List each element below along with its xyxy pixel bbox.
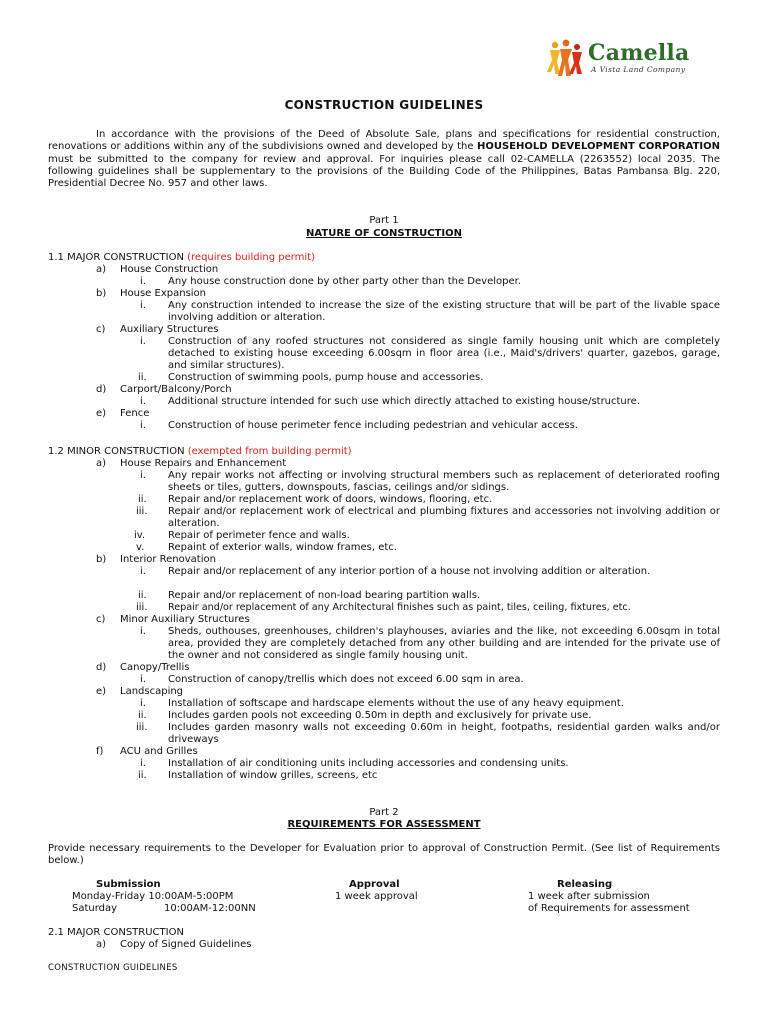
approval-heading: Approval	[349, 879, 400, 890]
brand-tagline: A Vista Land Company	[591, 65, 686, 74]
approval-duration: 1 week approval	[335, 891, 418, 902]
item-1-2-a-iv: Repair of perimeter fence and walls.	[168, 530, 350, 541]
page-footer: CONSTRUCTION GUIDELINES	[48, 963, 178, 973]
item-1-2-a-ii: Repair and/or replacement work of doors, windows, flooring, etc.	[168, 494, 493, 505]
marker: d)	[96, 662, 107, 673]
marker: i.	[140, 276, 146, 287]
marker: a)	[96, 264, 107, 275]
marker: i.	[140, 396, 146, 407]
intro-text-after: must be submitted to the company for review and approval. For inquiries please call 02-CAMELLA (2263552) local 2035. The following guidelines shall be supplementary to the provisions of the Building Code of the Philippines, Batas Pambansa Blg. 220, Presidential Decree No. 957 and other laws.	[48, 153, 720, 190]
people-logo-icon	[546, 38, 586, 78]
marker: b)	[96, 554, 107, 565]
marker: c)	[96, 324, 106, 335]
section-1-2-note: (exempted from building permit)	[187, 446, 352, 457]
part1-label: Part 1	[369, 215, 399, 226]
intro-text-before: In accordance with the provisions of the Deed of Absolute Sale, plans and specifications for residential construction, renovations or additions within any of the subdivisions owned and developed by the	[48, 129, 720, 153]
marker: i.	[140, 758, 146, 769]
marker: i.	[140, 566, 146, 577]
marker: iii.	[136, 602, 148, 613]
intro-paragraph	[48, 129, 720, 190]
item-1-1-d-i: Additional structure intended for such use which directly attached to existing house/structure.	[168, 396, 640, 407]
item-1-2-e-i: Installation of softscape and hardscape elements without the use of any heavy equipment.	[168, 698, 624, 709]
marker: b)	[96, 288, 107, 299]
submission-heading: Submission	[96, 879, 161, 890]
marker: iii.	[136, 722, 148, 733]
releasing-line-2: of Requirements for assessment	[528, 903, 690, 914]
marker: i.	[140, 336, 146, 347]
item-1-2-a: House Repairs and Enhancement	[120, 458, 287, 469]
marker: i.	[140, 698, 146, 709]
company-name: HOUSEHOLD DEVELOPMENT CORPORATION	[476, 141, 720, 153]
item-1-2-b: Interior Renovation	[120, 554, 216, 565]
releasing-line-1: 1 week after submission	[528, 891, 650, 902]
marker: ii.	[138, 494, 147, 505]
marker: ii.	[138, 372, 147, 383]
marker: a)	[96, 458, 107, 469]
item-1-2-d: Canopy/Trellis	[120, 662, 190, 673]
item-1-2-b-iii: Repair and/or replacement of any Architectural finishes such as paint, tiles, ceiling, fixtures, etc.	[168, 602, 631, 613]
marker: i.	[140, 420, 146, 431]
item-1-2-f: ACU and Grilles	[120, 746, 198, 757]
item-1-1-e: Fence	[120, 408, 150, 419]
releasing-heading: Releasing	[557, 879, 613, 890]
marker: iii.	[136, 506, 148, 517]
marker: c)	[96, 614, 106, 625]
item-1-2-c: Minor Auxiliary Structures	[120, 614, 250, 625]
section-1-1-title	[48, 252, 315, 264]
section-1-1-note: (requires building permit)	[187, 252, 315, 263]
camella-logo	[546, 38, 716, 78]
marker: e)	[96, 408, 107, 419]
part2-label: Part 2	[369, 807, 399, 818]
item-1-1-b: House Expansion	[120, 288, 207, 299]
marker: a)	[96, 939, 107, 950]
marker: e)	[96, 686, 107, 697]
item-1-1-a: House Construction	[120, 264, 219, 275]
marker: i.	[140, 626, 146, 637]
submission-saturday-hours: 10:00AM-12:00NN	[164, 903, 256, 914]
item-1-2-a-v: Repaint of exterior walls, window frames, etc.	[168, 542, 397, 553]
marker: i.	[140, 470, 146, 481]
marker: v.	[136, 542, 145, 553]
item-1-1-d: Carport/Balcony/Porch	[120, 384, 232, 395]
item-1-1-c: Auxiliary Structures	[120, 324, 219, 335]
marker: i.	[140, 674, 146, 685]
marker: ii.	[138, 770, 147, 781]
item-1-2-c-i: Sheds, outhouses, greenhouses, children's playhouses, aviaries and the like, not exceeding 6.00sqm in total area, provided they are completely detached from any other building and are intended for the private use of the owner and not considered as single family housing unit.	[168, 626, 720, 661]
submission-weekday-hours: Monday-Friday 10:00AM-5:00PM	[72, 891, 234, 902]
item-1-1-a-i: Any house construction done by other party other than the Developer.	[168, 276, 521, 287]
item-1-2-e-ii: Includes garden pools not exceeding 0.50m in depth and exclusively for private use.	[168, 710, 592, 721]
part1-heading: NATURE OF CONSTRUCTION	[306, 228, 462, 239]
section-2-1-title: 2.1 MAJOR CONSTRUCTION	[48, 927, 184, 938]
part2-heading: REQUIREMENTS FOR ASSESSMENT	[287, 819, 481, 830]
page-title: CONSTRUCTION GUIDELINES	[284, 98, 484, 112]
item-1-1-c-i: Construction of any roofed structures not considered as single family housing unit which are completely detached to existing house exceeding 6.00sqm in floor area (i.e., Maid's/drivers' quarter, gazebos, garage, and similar structures).	[168, 336, 720, 371]
marker: d)	[96, 384, 107, 395]
section-1-2-label: 1.2 MINOR CONSTRUCTION	[48, 446, 188, 457]
part2-intro: Provide necessary requirements to the Developer for Evaluation prior to approval of Construction Permit. (See list of Requirements below.)	[48, 843, 720, 866]
item-2-1-a: Copy of Signed Guidelines	[120, 939, 252, 950]
item-1-2-b-ii: Repair and/or replacement of non-load bearing partition walls.	[168, 590, 481, 601]
item-1-2-f-ii: Installation of window grilles, screens, etc	[168, 770, 378, 781]
marker: i.	[140, 300, 146, 311]
brand-name: Camella	[588, 40, 690, 66]
item-1-1-b-i: Any construction intended to increase the size of the existing structure that will be part of the livable space involving addition or alteration.	[168, 300, 720, 323]
submission-saturday-label: Saturday	[72, 903, 118, 914]
item-1-2-d-i: Construction of canopy/trellis which does not exceed 6.00 sqm in area.	[168, 674, 524, 685]
section-1-2-title	[48, 446, 352, 458]
marker: f)	[96, 746, 104, 757]
item-1-1-e-i: Construction of house perimeter fence including pedestrian and vehicular access.	[168, 420, 578, 431]
item-1-2-e-iii: Includes garden masonry walls not exceeding 0.60m in height, footpaths, residential garden walks and/or driveways	[168, 722, 720, 745]
item-1-2-a-iii: Repair and/or replacement work of electrical and plumbing fixtures and accessories not involving addition or alteration.	[168, 506, 720, 529]
item-1-1-c-ii: Construction of swimming pools, pump house and accessories.	[168, 372, 484, 383]
section-1-1-label: 1.1 MAJOR CONSTRUCTION	[48, 252, 188, 263]
marker: iv.	[134, 530, 146, 541]
item-1-2-f-i: Installation of air conditioning units including accessories and condensing units.	[168, 758, 569, 769]
item-1-2-b-i: Repair and/or replacement of any interior portion of a house not involving addition or alteration.	[168, 566, 651, 577]
marker: ii.	[138, 590, 147, 601]
marker: ii.	[138, 710, 147, 721]
item-1-2-a-i: Any repair works not affecting or involving structural members such as replacement of deteriorated roofing sheets or tiles, gutters, downspouts, fascias, ceilings and/or sidings.	[168, 470, 720, 493]
item-1-2-e: Landscaping	[120, 686, 184, 697]
